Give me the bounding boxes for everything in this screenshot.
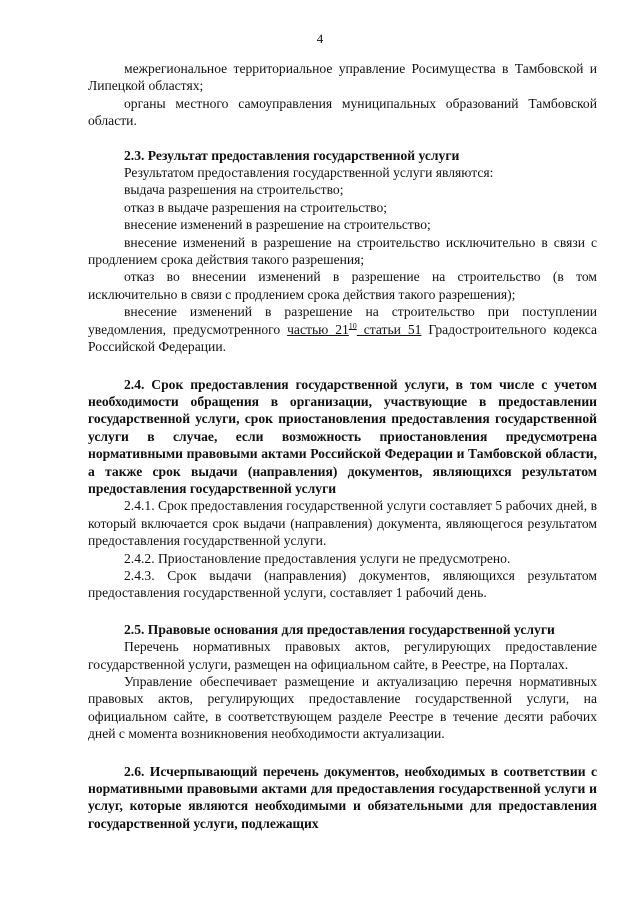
document-body: [88, 60, 597, 832]
section-heading: 2.4. Срок предоставления государственной услуги, в том числе с учетом необходимости обращения в организации, участвующие в предоставлении государственной услуги, срок приостановления предоставления государственной услуги в случае, если возможность приостановления предусмотрена нормативными правовыми актами Российской Федерации и Тамбовской области, а также срок выдачи (направления) документов, являющихся результатом предоставления государственной услуги: [88, 376, 597, 496]
paragraph: Результатом предоставления государственной услуги являются:: [124, 165, 494, 181]
paragraph: Перечень нормативных правовых актов, регулирующих предоставление государственной услуги, размещен на официальном сайте, в Реестре, на Порталах.: [88, 639, 597, 672]
paragraph-text: Градостроительного кодекса Российской Федерации.: [88, 321, 597, 355]
page-number: 4: [316, 31, 324, 46]
legal-reference-link-text: статьи 51: [356, 321, 422, 337]
section-heading: 2.5. Правовые основания для предоставления государственной услуги: [124, 621, 555, 637]
legal-reference-link-text: частью 21: [287, 321, 349, 337]
paragraph: Управление обеспечивает размещение и актуализацию перечня нормативных правовых актов, регулирующих предоставление государственной услуги, на официальном сайте, в соответствующем разделе Реестре в течение десяти рабочих дней с момента возникновения необходимости актуализации.: [88, 674, 597, 742]
paragraph: 2.4.3. Срок выдачи (направления) документов, являющихся результатом предоставления государственной услуги, составляет 1 рабочий день.: [88, 567, 597, 601]
legal-reference-link-text: 10: [348, 321, 357, 331]
paragraph: отказ в выдаче разрешения на строительство;: [124, 199, 388, 215]
paragraph: 2.4.1. Срок предоставления государственной услуги составляет 5 рабочих дней, в который включается срок выдачи (направления) документа, являющегося результатом предоставления государственной услуги.: [88, 498, 597, 549]
section-heading: 2.6. Исчерпывающий перечень документов, необходимых в соответствии с нормативными правовыми актами для предоставления государственной услуги и услуг, которые являются необходимыми и обязательными для предоставления государственной услуги, подлежащих: [88, 763, 597, 831]
section-heading: 2.3. Результат предоставления государственной услуги: [124, 147, 460, 163]
paragraph: внесение изменений в разрешение на строительство исключительно в связи с продлением срока действия такого разрешения;: [88, 234, 597, 268]
paragraph: выдача разрешения на строительство;: [124, 182, 344, 198]
paragraph: 2.4.2. Приостановление предоставления услуги не предусмотрено.: [124, 550, 511, 566]
paragraph: межрегиональное территориальное управление Росимущества в Тамбовской и Липецкой областях;: [88, 61, 597, 94]
paragraph-text: внесение изменений в разрешение на строительство при поступлении уведомления, предусмотренного: [88, 304, 597, 337]
paragraph: органы местного самоуправления муниципальных образований Тамбовской области.: [88, 95, 597, 129]
paragraph: [88, 303, 597, 355]
paragraph: внесение изменений в разрешение на строительство;: [124, 217, 431, 233]
paragraph: отказ во внесении изменений в разрешение на строительство (в том исключительно в связи с продлением срока действия такого разрешения);: [88, 269, 597, 302]
